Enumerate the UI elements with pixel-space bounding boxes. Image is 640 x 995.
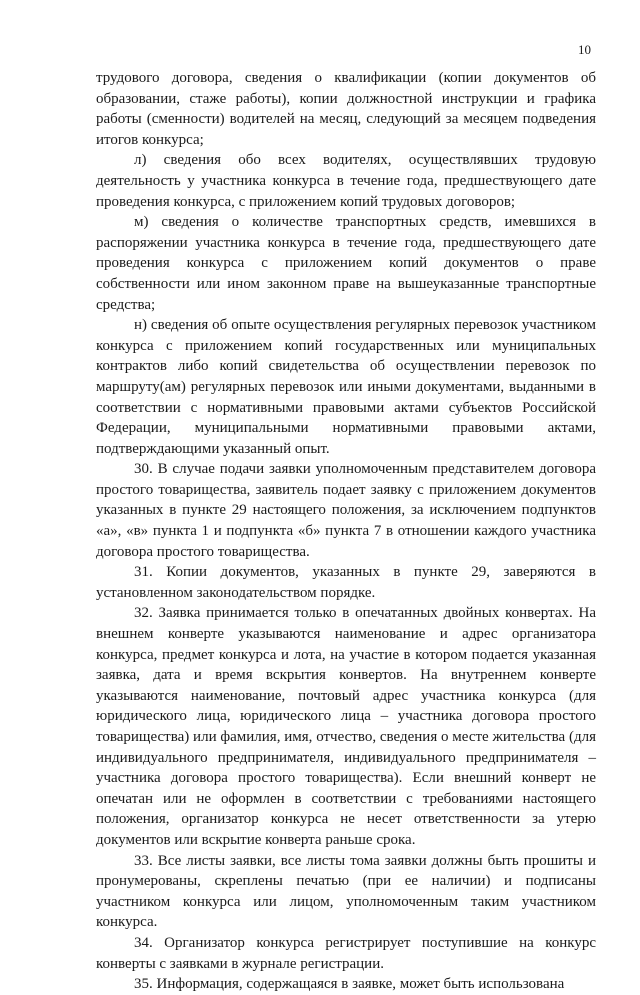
paragraph-35: 35. Информация, содержащаяся в заявке, может быть использована [134, 976, 565, 993]
paragraph-32: 32. Заявка принимается только в опечатанных двойных конвертах. На внешнем конверте указываются наименование и адрес организатора конкурса, предмет конкурса и лота, на участие в котором подается указанная заявка, дата и время вскрытия конвертов. На внутреннем конверте указываются наименование, почтовый адрес участника конкурса (для юридического лица, юридического лица – участника договора простого товарищества) или фамилия, имя, отчество, сведения о месте жительства (для индивидуального предпринимателя, индивидуального предпринимателя – участника договора простого товарищества). Если внешний конверт не опечатан или не оформлен в соответствии с требованиями настоящего положения, организатор конкурса не несет ответственности за утерю документов или вскрытие конверта раньше срока. [96, 605, 596, 848]
paragraph-31: 31. Копии документов, указанных в пункте 29, заверяются в установленном законодательством порядке. [96, 564, 596, 601]
paragraph-34: 34. Организатор конкурса регистрирует поступившие на конкурс конверты с заявками в журнале регистрации. [96, 934, 596, 972]
page-number: 10 [578, 42, 591, 57]
paragraph-continuation: трудового договора, сведения о квалификации (копии документов об образовании, стаже работы), копии должностной инструкции и графика работы (сменности) водителей на месяц, следующий за месяцем подведения итогов конкурса; [96, 70, 596, 148]
paragraph-item-m: м) сведения о количестве транспортных средств, имевшихся в распоряжении участника конкурса в течение года, предшествующего дате проведения конкурса с приложением копий документов о праве собственности или ином законном праве на вышеуказанные транспортные средства; [96, 214, 596, 313]
paragraph-item-n: н) сведения об опыте осуществления регулярных перевозок участником конкурса с приложением копий государственных или муниципальных контрактов либо копий свидетельства об осуществлении перевозок по маршруту(ам) регулярных перевозок или иными документами, выданными в соответствии с нормативными правовыми актами субъектов Российской Федерации, муниципальными нормативными правовыми актами, подтверждающими указанный опыт. [96, 317, 596, 457]
paragraph-33: 33. Все листы заявки, все листы тома заявки должны быть прошиты и пронумерованы, скреплены печатью (при ее наличии) и подписаны участником конкурса или лицом, уполномоченным таким участником конкурса. [96, 852, 596, 931]
paragraph-30: 30. В случае подачи заявки уполномоченным представителем договора простого товарищества, заявитель подает заявку с приложением документов указанных в пункте 29 настоящего положения, за исключением подпунктов «а», «в» пункта 1 и подпункта «б» пункта 7 в отношении каждого участника договора простого товарищества. [96, 461, 596, 560]
document-body [96, 68, 596, 995]
paragraph-item-l: л) сведения обо всех водителях, осуществлявших трудовую деятельность у участника конкурса в течение года, предшествующего дате проведения конкурса, с приложением копий трудовых договоров; [96, 152, 596, 210]
